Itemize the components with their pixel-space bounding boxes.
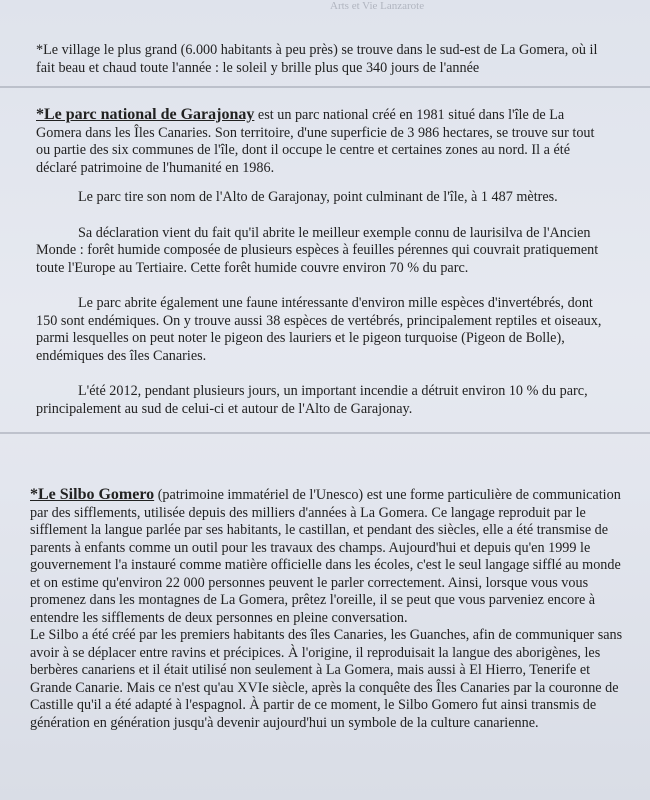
- garajonay-paragraph-5: L'été 2012, pendant plusieurs jours, un important incendie a détruit environ 10 % du parc, principalement au sud de celui-ci et autour de l'Alto de Garajonay.: [36, 383, 588, 417]
- silbo-heading: *Le Silbo Gomero: [30, 486, 155, 503]
- silbo-p1-text: est une forme particulière de communication par des sifflements, utilisée depuis des milliers d'années à La Gomera. Ce langage reproduit par le sifflement la langue parlée par ses habitants, le castillan, et pendant des siècles, elle a été transmise de parents à enfants comme un outil pour les travaux des champs. Aujourd'hui et depuis qu'en 1999 le gouvernement l'a instauré comme matière officielle dans les écoles, c'est le seul langage sifflé au monde et on estime qu'environ 22 000 personnes peuvent le parler correctement. Ainsi, lorsque vous vous promenez dans les montagnes de La Gomera, prêtez l'oreille, il se peut que vous parveniez encore à entendre les sifflements de deux personnes en pleine conversation.: [30, 487, 621, 626]
- garajonay-paragraph-4: Le parc abrite également une faune intéressante d'environ mille espèces d'invertébrés, dont 150 sont endémiques. On y trouve aussi 38 espèces de vertébrés, principalement reptiles et oiseaux, parmi lesquelles on peut noter le pigeon des lauriers et le pigeon turquoise (Pigeon de Bolle), endémiques des îles Canaries.: [36, 295, 602, 364]
- garajonay-paragraph-1: [36, 106, 610, 177]
- silbo-paragraph-1: [30, 486, 626, 627]
- intro-paragraph: *Le village le plus grand (6.000 habitants à peu près) se trouve dans le sud-est de La Gomera, où il fait beau et chaud toute l'année : le soleil y brille plus que 340 jours de l'année: [36, 42, 598, 76]
- silbo-paragraph-2: Le Silbo a été créé par les premiers habitants des îles Canaries, les Guanches, afin de communiquer sans avoir à se déplacer entre ravins et précipices. À l'origine, il reproduisait la langue des aborigènes, les berbères canariens et il était utilisé non seulement à La Gomera, mais aussi à El Hierro, Tenerife et Grande Canarie. Mais ce n'est qu'au XVIe siècle, après la conquête des Îles Canaries par la couronne de Castille qu'il a été adapté à l'espagnol. À partir de ce moment, le Silbo Gomero fut ainsi transmis de génération en génération jusqu'à devenir aujourd'hui un symbole de la culture canarienne.: [30, 627, 623, 731]
- garajonay-paragraph-2: Le parc tire son nom de l'Alto de Garajonay, point culminant de l'île, à 1 487 mètres.: [78, 189, 558, 205]
- garajonay-paragraph-3: Sa déclaration vient du fait qu'il abrite le meilleur exemple connu de laurisilva de l'Ancien Monde : forêt humide composée de plusieurs espèces à feuilles pérennes qui couvrait pratiquement toute l'Europe au Tertiaire. Cette forêt humide couvre environ 70 % du parc.: [36, 224, 599, 276]
- silbo-section: [0, 486, 650, 732]
- garajonay-p1-text: est un parc national créé en 1981 situé dans l'île de La Gomera dans les Îles Canaries. Son territoire, d'une superficie de 3 986 hectares, se trouve sur tout ou partie des six communes de l'île, dont il occupe le centre et certaines zones au nord. Il a été déclaré patrimoine de l'humanité en 1986.: [36, 107, 595, 176]
- intro-section: [0, 42, 650, 77]
- garajonay-heading: *Le parc national de Garajonay: [36, 106, 255, 123]
- garajonay-section: [0, 106, 650, 418]
- fold-line-bottom: [0, 432, 650, 434]
- fold-line-top: [0, 86, 650, 88]
- ghost-header: Arts et Vie Lanzarote: [330, 0, 425, 12]
- silbo-subheading: (patrimoine immatériel de l'Unesco): [154, 487, 364, 503]
